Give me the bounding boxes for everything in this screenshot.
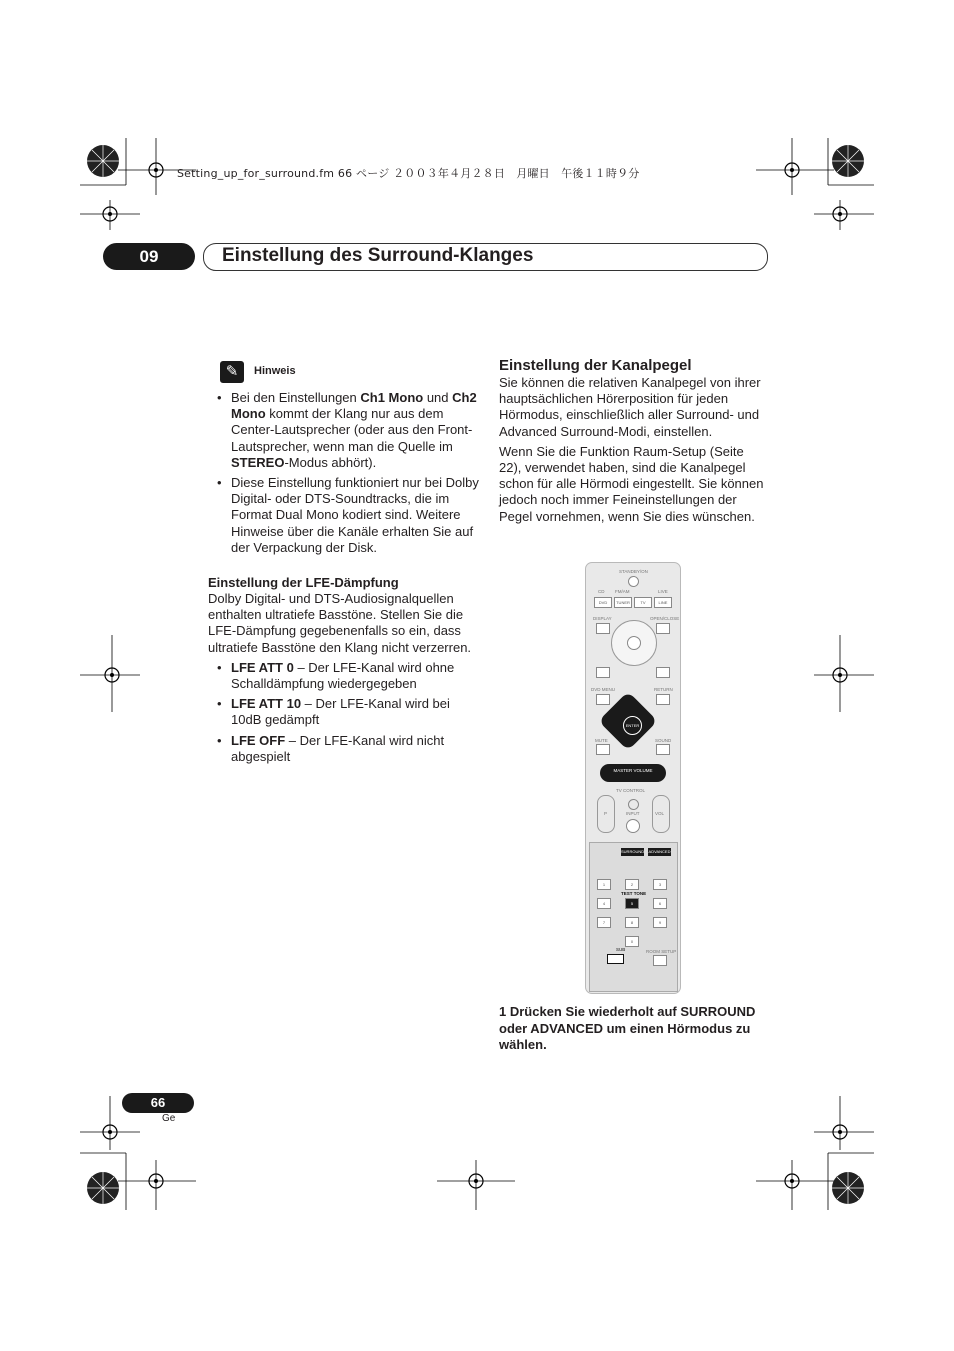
display-button	[596, 623, 610, 634]
mode-switch	[607, 954, 624, 964]
num-3-button: 3	[653, 879, 667, 890]
mute-button	[596, 744, 610, 755]
remote-label: TV CONTROL	[616, 788, 646, 793]
num-6-button: 6	[653, 898, 667, 909]
remote-label: FM/AM	[615, 589, 630, 594]
advanced-button: ADVANCED	[648, 849, 671, 854]
test-tone-label: TEST TONE	[621, 891, 647, 896]
step-1: 1 Drücken Sie wiederholt auf SURROUND oder ADVANCED um einen Hörmodus zu wählen.	[499, 1004, 756, 1052]
remote-label: P	[604, 811, 608, 816]
enter-button: ENTER	[623, 716, 642, 735]
remote-label: ROOM SETUP	[646, 949, 677, 954]
kanal-heading: Einstellung der Kanalpegel	[499, 357, 692, 374]
lfe-item: • LFE OFF – Der LFE-Kanal wird nicht abgespielt	[208, 733, 483, 765]
tv-power-button	[628, 799, 639, 810]
note-item: • Diese Einstellung funktioniert nur bei Dolby Digital- oder DTS-Soundtracks, die im Format Dual Mono kodiert sind. Weitere Hinweise über die Kanäle erhalten Sie auf der Verpackung der Disk.	[208, 475, 483, 556]
remote-control-illustration	[585, 562, 681, 994]
remote-label: INPUT	[626, 811, 640, 816]
skip-back-button	[596, 667, 610, 678]
skip-fwd-button	[656, 667, 670, 678]
kanal-paragraph-2: Wenn Sie die Funktion Raum-Setup (Seite 22), verwendet haben, sind die Kanalpegel schon für alle Hörmodi eingestellt. Sie können jedoch noch immer Feineinstellungen der Pegel vornehmen, wenn Sie dies wünschen.	[499, 443, 764, 524]
num-8-button: 8	[625, 917, 639, 928]
tv-button: TV	[634, 597, 652, 608]
page-language: Ge	[162, 1113, 176, 1124]
line-button: LINE	[654, 597, 672, 608]
page-number: 66	[122, 1093, 194, 1113]
chapter-number: 09	[103, 243, 195, 270]
num-4-button: 4	[597, 898, 611, 909]
input-button	[626, 819, 640, 833]
kanal-paragraph-1: Sie können die relativen Kanalpegel von ihrer hauptsächlichen Hörerposition für jeden Hörmodus, einschließlich aller Surround- und Advanced Surround-Modi, einstellen.	[499, 375, 761, 439]
remote-label: OPEN/CLOSE	[650, 616, 680, 621]
sub-label: SUB	[616, 947, 626, 952]
remote-label: CD	[598, 589, 605, 594]
chapter-title: Einstellung des Surround-Klanges	[222, 245, 534, 266]
return-button	[656, 694, 670, 705]
lfe-paragraph: Dolby Digital- und DTS-Audiosignalquellen enthalten ultratiefe Basstöne. Stellen Sie die LFE-Dämpfung gegebenenfalls so ein, dass ultratiefe Basstöne den Klang nicht verzerren.	[208, 591, 472, 655]
remote-label: VOL	[655, 811, 665, 816]
standby-button	[628, 576, 639, 587]
sound-button	[656, 744, 670, 755]
note-list	[208, 390, 483, 560]
master-volume-button: MASTER VOLUME	[600, 764, 666, 782]
playback-dial	[611, 620, 657, 666]
surround-button: SURROUND	[621, 849, 645, 854]
num-2-button: 2	[625, 879, 639, 890]
num-0-button: 0	[625, 936, 639, 947]
remote-label: DVD MENU	[591, 687, 616, 692]
num-1-button: 1	[597, 879, 611, 890]
open-close-button	[656, 623, 670, 634]
num-9-button: 9	[653, 917, 667, 928]
note-item: • Bei den Einstellungen Ch1 Mono und Ch2 Mono kommt der Klang nur aus dem Center-Lautsprecher (oder aus den Front-Lautsprecher, wenn man die Quelle im STEREO-Modus abhört).	[208, 390, 483, 471]
remote-label: LIVE	[658, 589, 668, 594]
lfe-item: • LFE ATT 10 – Der LFE-Kanal wird bei 10dB gedämpft	[208, 696, 483, 728]
lfe-section	[208, 575, 483, 769]
num-7-button: 7	[597, 917, 611, 928]
play-button	[627, 636, 641, 650]
lfe-heading: Einstellung der LFE-Dämpfung	[208, 575, 399, 590]
remote-standby-label: STANDBY/ON	[619, 569, 648, 574]
dvd-menu-button	[596, 694, 610, 705]
tuner-button: TUNER	[614, 597, 632, 608]
dvd-button: DVD	[594, 597, 612, 608]
lfe-item: • LFE ATT 0 – Der LFE-Kanal wird ohne Schalldämpfung wiedergegeben	[208, 660, 483, 692]
kanal-section	[499, 357, 767, 529]
num-5-button: 5	[625, 898, 639, 909]
print-header: Setting_up_for_surround.fm 66 ページ ２００３年４月２８日 月曜日 午後１１時９分	[177, 167, 640, 180]
remote-label: DISPLAY	[593, 616, 612, 621]
note-label: Hinweis	[254, 365, 296, 377]
remote-label: SOUND	[655, 738, 672, 743]
pencil-note-icon: ✎	[220, 361, 244, 383]
room-setup-button	[653, 955, 667, 966]
lower-keypad	[589, 842, 678, 992]
remote-label: RETURN	[654, 687, 673, 692]
remote-label: MUTE	[595, 738, 608, 743]
